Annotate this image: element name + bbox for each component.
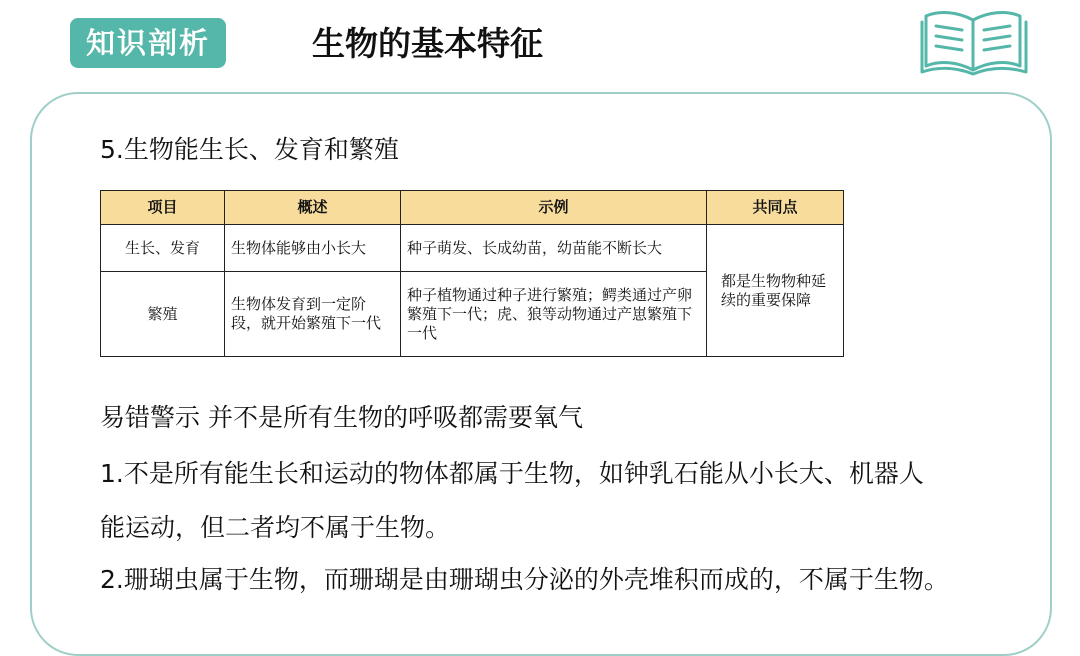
cell-example: 种子萌发、长成幼苗，幼苗能不断长大 [401,225,707,272]
column-header-item: 项目 [101,191,225,225]
characteristics-table [100,190,844,357]
section-badge: 知识剖析 [70,18,226,68]
page-title: 生物的基本特征 [312,24,543,63]
cell-item: 繁殖 [101,272,225,357]
column-header-common: 共同点 [707,191,844,225]
cell-summary: 生物体能够由小长大 [225,225,401,272]
note-line: 能运动，但二者均不属于生物。 [100,513,451,542]
column-header-summary: 概述 [225,191,401,225]
note-line: 2.珊瑚虫属于生物，而珊瑚是由珊瑚虫分泌的外壳堆积而成的，不属于生物。 [100,565,949,594]
note-line: 1.不是所有能生长和运动的物体都属于生物，如钟乳石能从小长大、机器人 [100,459,924,488]
cell-common: 都是生物物种延续的重要保障 [707,225,844,357]
cell-item: 生长、发育 [101,225,225,272]
warning-line: 易错警示 并不是所有生物的呼吸都需要氧气 [100,403,583,432]
section-heading: 5.生物能生长、发育和繁殖 [100,135,399,164]
table-row [101,225,844,272]
column-header-example: 示例 [401,191,707,225]
cell-summary: 生物体发育到一定阶段，就开始繁殖下一代 [225,272,401,357]
cell-example: 种子植物通过种子进行繁殖；鳄类通过产卵繁殖下一代；虎、狼等动物通过产崽繁殖下一代 [401,272,707,357]
open-book-icon [918,6,1030,76]
